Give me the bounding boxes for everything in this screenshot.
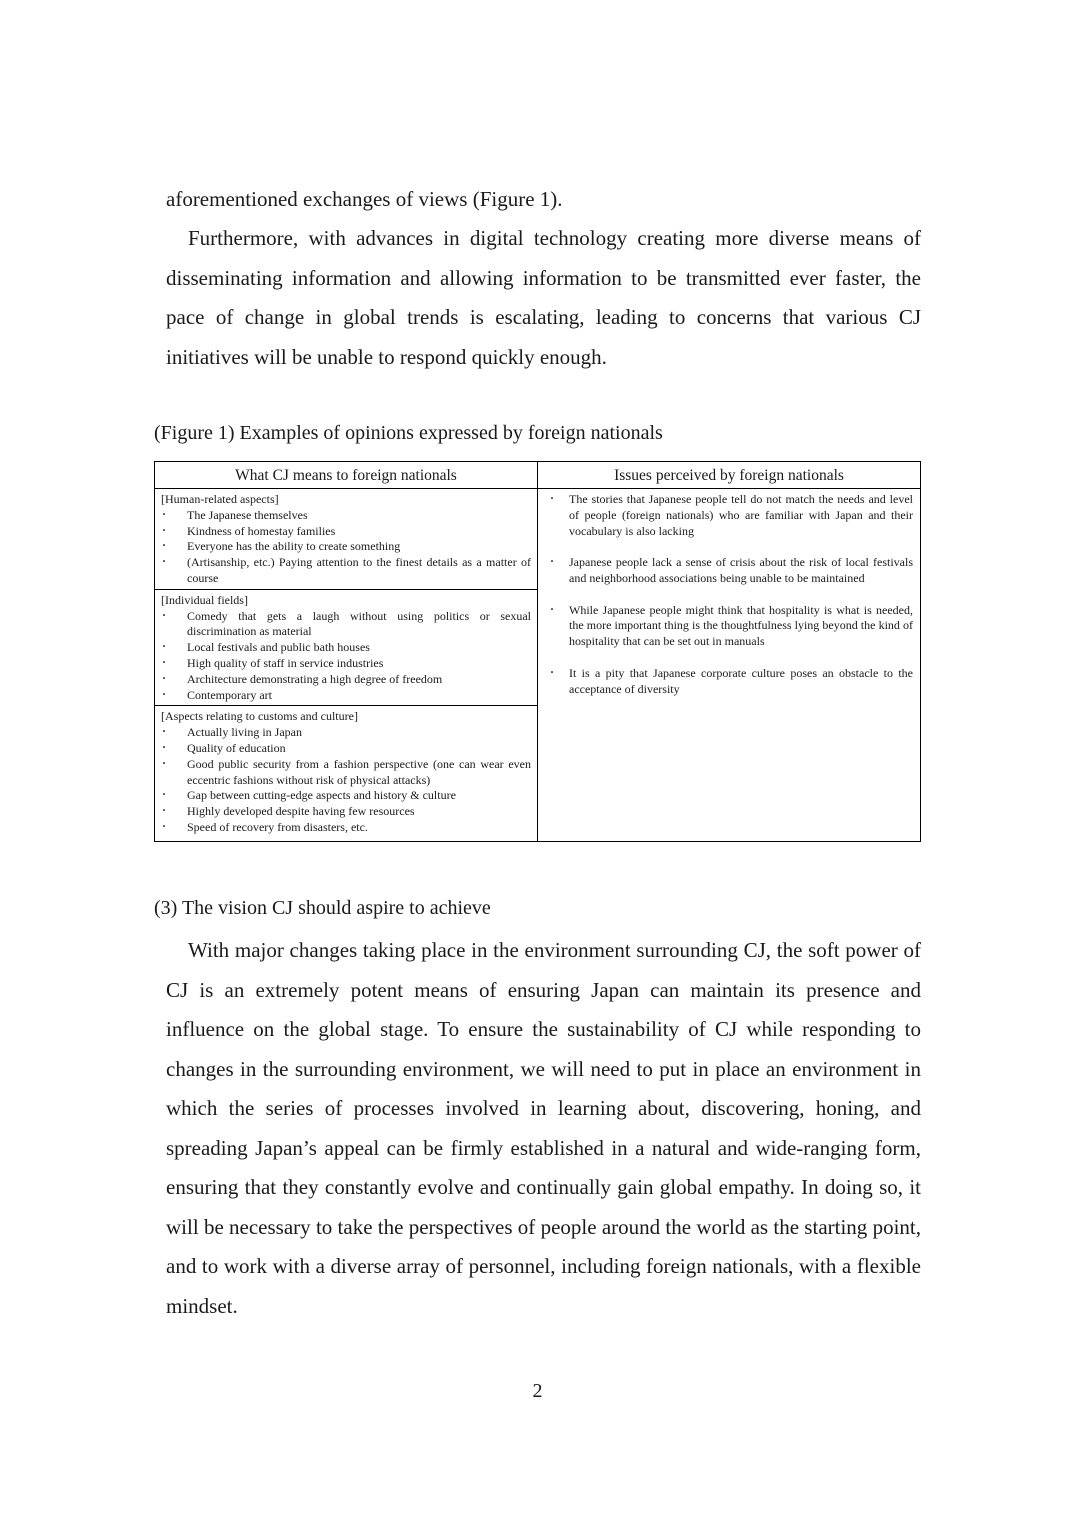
figure-table bbox=[154, 461, 921, 842]
page-number: 2 bbox=[532, 1380, 543, 1402]
list-item: ・ Everyone has the ability to create something bbox=[161, 539, 531, 555]
section-individual-fields bbox=[155, 589, 537, 706]
table-column-right bbox=[538, 489, 920, 841]
paragraph-vision: With major changes taking place in the environment surrounding CJ, the soft power of CJ is an extremely potent means of ensuring Japan can maintain its presence and influence on the global stage. To ensure the sustainability of CJ while responding to changes in the surrounding environment, we will need to put in place an environment in which the series of processes involved in learning about, discovering, honing, and spreading Japan’s appeal can be firmly established in a natural and wide-ranging form, ensuring that they constantly evolve and continually gain global empathy. In doing so, it will be necessary to take the perspectives of people around the world as the starting point, and to work with a diverse array of personnel, including foreign nationals, with a flexible mindset. bbox=[166, 938, 921, 1318]
list-item: ・ The stories that Japanese people tell do not match the needs and level of people (foreign nationals) who are familiar with Japan and their vocabulary is also lacking bbox=[545, 492, 913, 539]
section-title: [Individual fields] bbox=[161, 592, 248, 607]
table-column-left bbox=[155, 489, 538, 841]
list-item: ・ Local festivals and public bath houses bbox=[161, 640, 531, 656]
list-item: ・ Gap between cutting-edge aspects and history & culture bbox=[161, 788, 531, 804]
list-item: ・ Architecture demonstrating a high degree of freedom bbox=[161, 672, 531, 688]
list-item: ・ Kindness of homestay families bbox=[161, 524, 531, 540]
list-item: ・ Quality of education bbox=[161, 741, 531, 757]
section-title: [Aspects relating to customs and culture] bbox=[161, 709, 358, 724]
list-item: ・ Speed of recovery from disasters, etc. bbox=[161, 820, 531, 836]
bullet-list bbox=[161, 725, 531, 836]
paragraph-digital-technology: Furthermore, with advances in digital technology creating more diverse means of disseminating information and allowing information to be transmitted ever faster, the pace of change in global trends is escalating, leading to concerns that various CJ initiatives will be unable to respond quickly enough. bbox=[166, 226, 921, 369]
bullet-list bbox=[161, 508, 531, 587]
table-header-right: Issues perceived by foreign nationals bbox=[538, 462, 920, 489]
section-title: [Human-related aspects] bbox=[161, 492, 279, 506]
bullet-list bbox=[161, 609, 531, 704]
list-item: ・ Japanese people lack a sense of crisis about the risk of local festivals and neighborhood associations being unable to be maintained bbox=[545, 555, 913, 587]
section-heading: (3) The vision CJ should aspire to achieve bbox=[154, 897, 491, 919]
bullet-list bbox=[545, 492, 913, 697]
figure-caption: (Figure 1) Examples of opinions expressed by foreign nationals bbox=[154, 422, 663, 444]
section-customs-and-culture bbox=[155, 705, 537, 841]
list-item: ・ While Japanese people might think that hospitality is what is needed, the more important thing is the thoughtfulness lying beyond the kind of hospitality that can be set out in manuals bbox=[545, 603, 913, 650]
paragraph-intro: aforementioned exchanges of views (Figure 1). bbox=[166, 187, 563, 211]
list-item: ・ Comedy that gets a laugh without using politics or sexual discrimination as material bbox=[161, 609, 531, 641]
list-item: ・ (Artisanship, etc.) Paying attention to the finest details as a matter of course bbox=[161, 555, 531, 587]
section-human-related bbox=[155, 489, 537, 589]
list-item: ・ Good public security from a fashion perspective (one can wear even eccentric fashions without risk of physical attacks) bbox=[161, 757, 531, 789]
list-item: ・ Actually living in Japan bbox=[161, 725, 531, 741]
list-item: ・ Highly developed despite having few resources bbox=[161, 804, 531, 820]
list-item: ・ It is a pity that Japanese corporate culture poses an obstacle to the acceptance of diversity bbox=[545, 666, 913, 698]
list-item: ・ High quality of staff in service industries bbox=[161, 656, 531, 672]
list-item: ・ Contemporary art bbox=[161, 688, 531, 704]
table-header-left: What CJ means to foreign nationals bbox=[155, 462, 538, 489]
list-item: ・ The Japanese themselves bbox=[161, 508, 531, 524]
